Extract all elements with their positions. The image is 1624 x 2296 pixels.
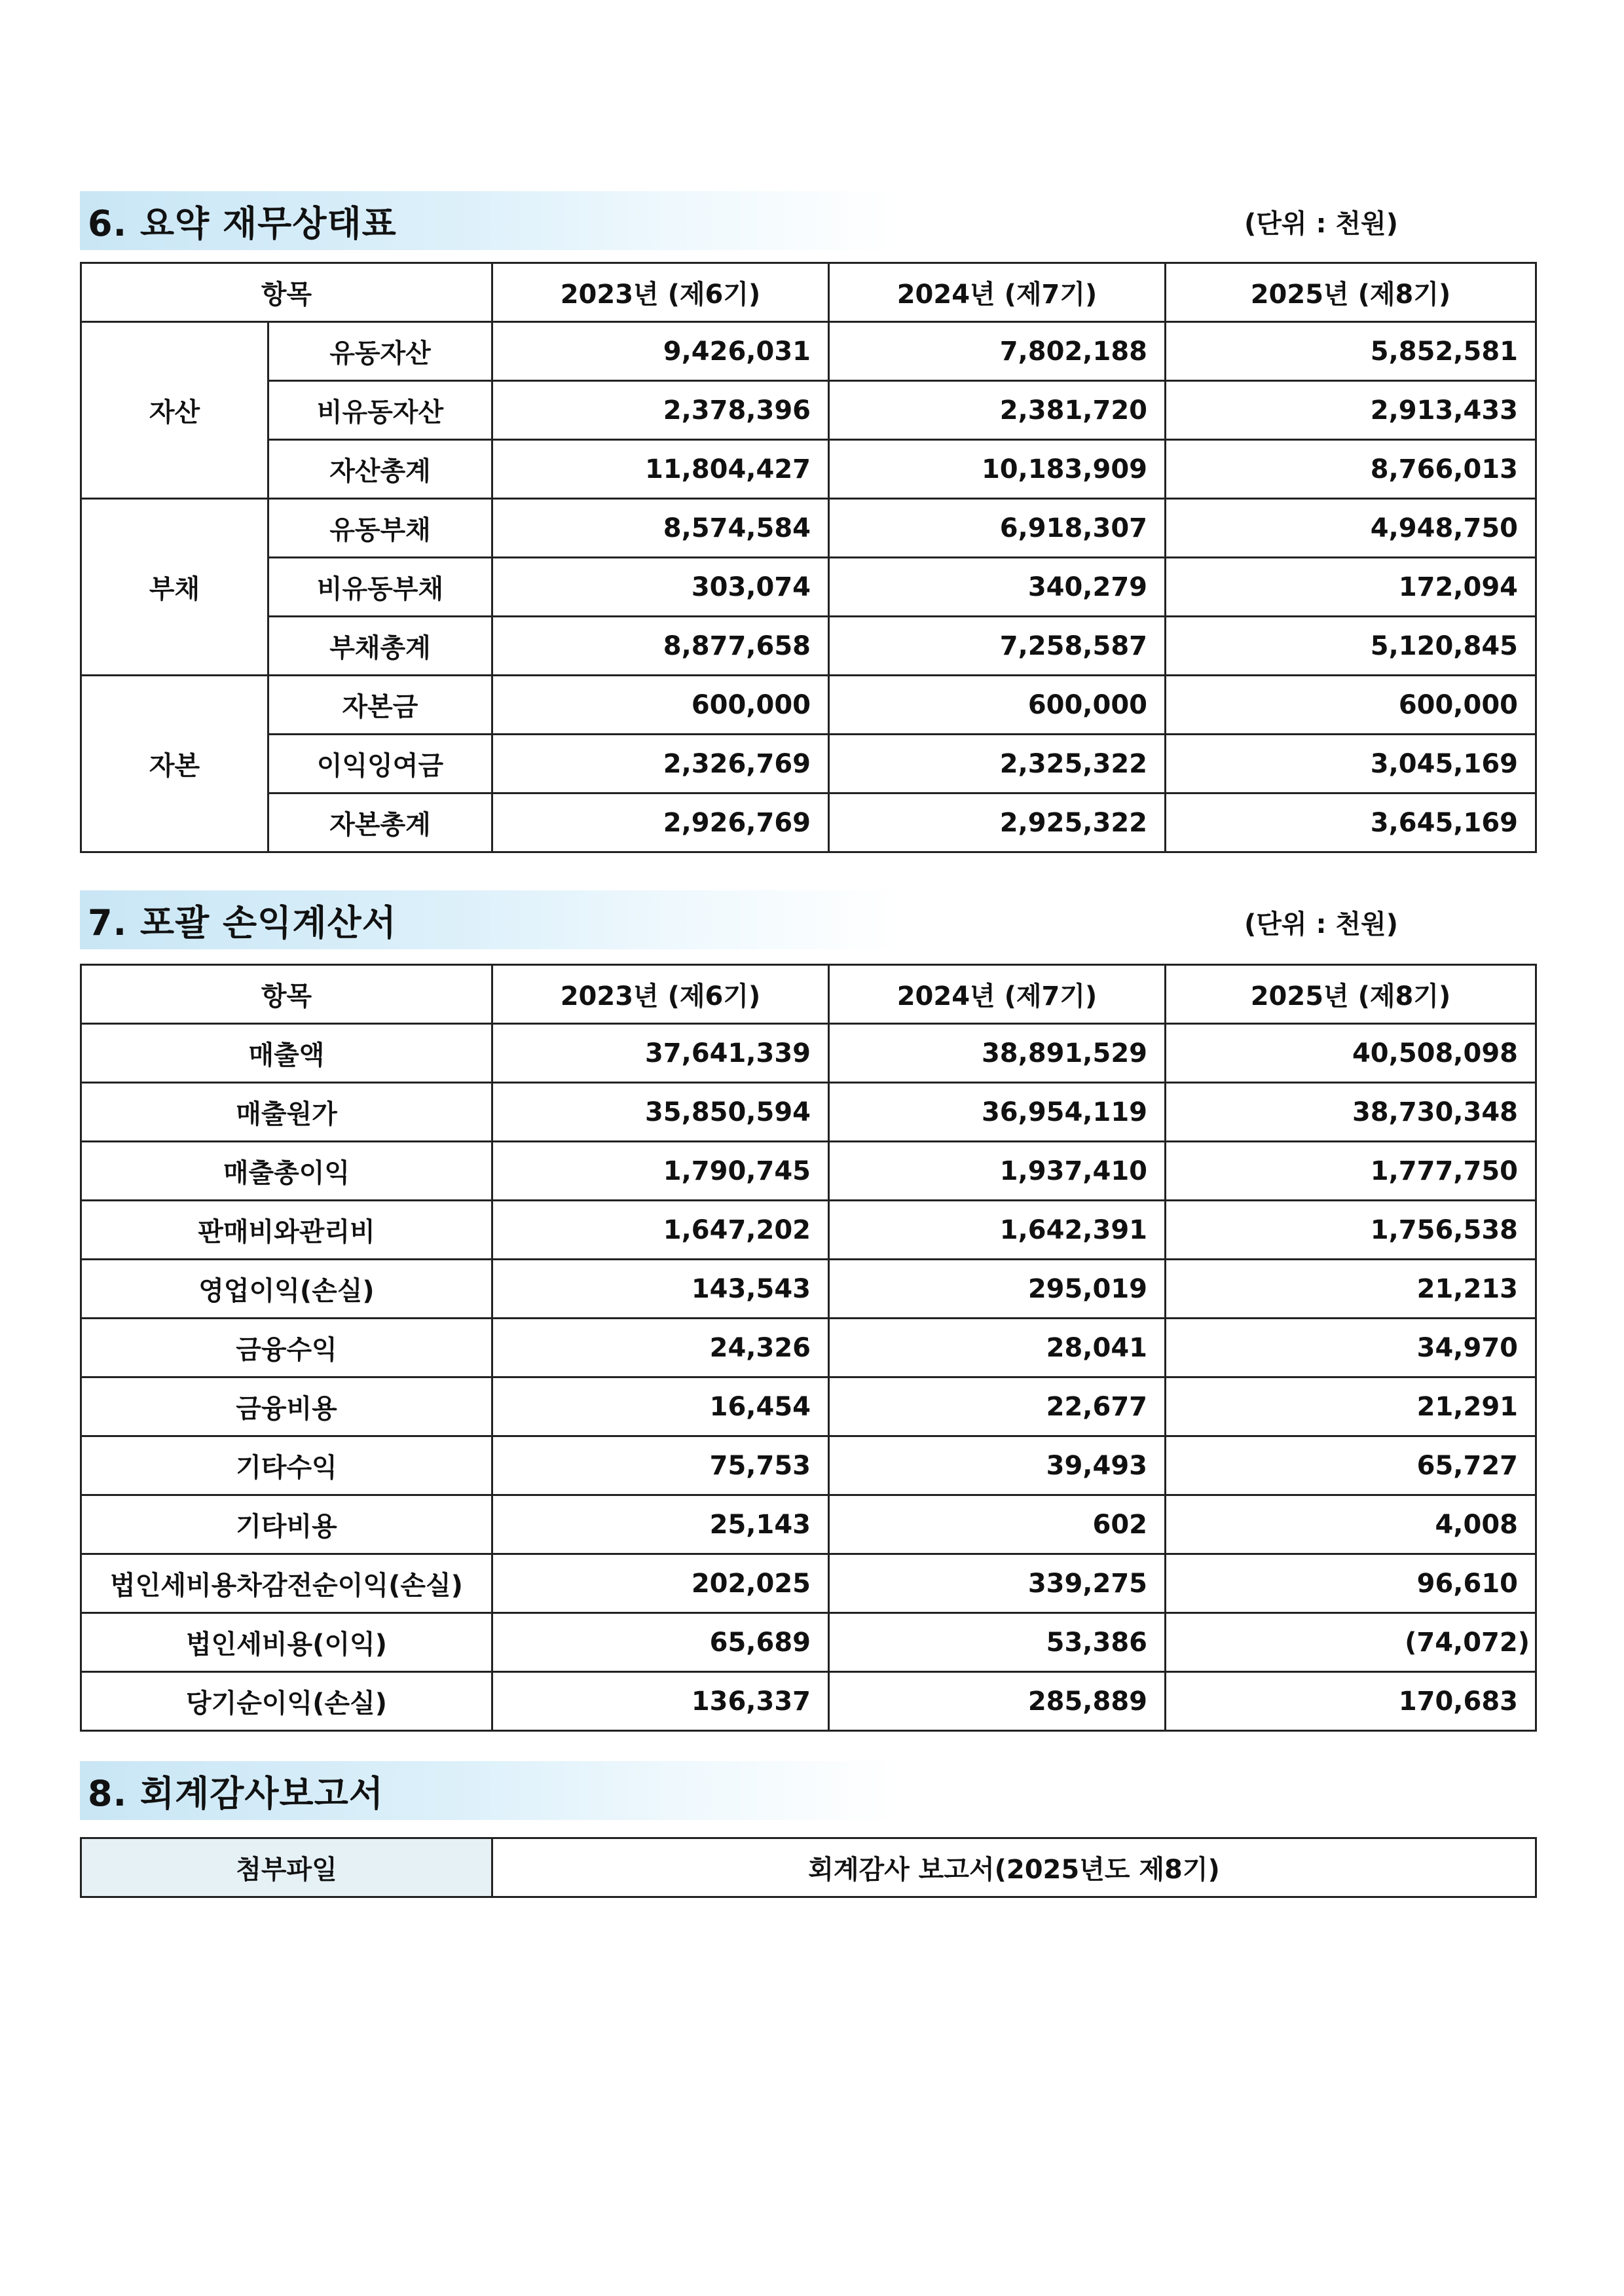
- row-label: 비유동부채: [268, 558, 492, 617]
- balance-sheet-table: [80, 262, 1537, 853]
- value-cell: 21,291: [1166, 1377, 1536, 1436]
- group-liabilities: 부채: [81, 499, 268, 676]
- header-item: 항목: [81, 965, 492, 1024]
- row-label: 유동부채: [268, 499, 492, 558]
- section6-title: 6. 요약 재무상태표: [88, 202, 397, 244]
- row-label: 법인세비용(이익): [81, 1613, 492, 1672]
- value-cell: 8,574,584: [492, 499, 829, 558]
- value-cell: 202,025: [492, 1554, 829, 1613]
- value-cell: 8,877,658: [492, 617, 829, 676]
- table-row: [81, 558, 1536, 617]
- value-cell: 16,454: [492, 1377, 829, 1436]
- value-cell: 602: [829, 1495, 1166, 1554]
- value-cell: 40,508,098: [1166, 1024, 1536, 1083]
- value-cell: 3,645,169: [1166, 793, 1536, 852]
- value-cell: 339,275: [829, 1554, 1166, 1613]
- table-row: [81, 1260, 1536, 1319]
- row-label: 비유동자산: [268, 381, 492, 440]
- table-row: [81, 1495, 1536, 1554]
- value-cell: 600,000: [492, 676, 829, 735]
- value-cell: 38,891,529: [829, 1024, 1166, 1083]
- table-row: [81, 1377, 1536, 1436]
- value-cell: 75,753: [492, 1436, 829, 1495]
- row-label: 기타비용: [81, 1495, 492, 1554]
- value-cell: 37,641,339: [492, 1024, 829, 1083]
- value-cell: 303,074: [492, 558, 829, 617]
- value-cell: 170,683: [1166, 1672, 1536, 1731]
- value-cell: 65,727: [1166, 1436, 1536, 1495]
- value-cell: 1,790,745: [492, 1142, 829, 1201]
- value-cell: 172,094: [1166, 558, 1536, 617]
- value-cell: 34,970: [1166, 1319, 1536, 1377]
- table-row: [81, 735, 1536, 793]
- row-label: 자본총계: [268, 793, 492, 852]
- table-row: [81, 1142, 1536, 1201]
- row-label: 부채총계: [268, 617, 492, 676]
- table-row: [81, 1554, 1536, 1613]
- section6-title-bar: [80, 191, 898, 250]
- value-cell: 2,925,322: [829, 793, 1166, 852]
- table-header-row: [81, 263, 1536, 322]
- value-cell: 2,913,433: [1166, 381, 1536, 440]
- value-cell: 8,766,013: [1166, 440, 1536, 499]
- value-cell: 143,543: [492, 1260, 829, 1319]
- table-row: [81, 1083, 1536, 1142]
- value-cell: 136,337: [492, 1672, 829, 1731]
- value-cell: 295,019: [829, 1260, 1166, 1319]
- section6-unit: (단위 : 천원): [1244, 209, 1398, 239]
- value-cell: 2,381,720: [829, 381, 1166, 440]
- value-cell: 1,647,202: [492, 1201, 829, 1260]
- value-cell: 285,889: [829, 1672, 1166, 1731]
- table-row: [81, 617, 1536, 676]
- value-cell: 1,642,391: [829, 1201, 1166, 1260]
- table-row: [81, 1436, 1536, 1495]
- row-label: 영업이익(손실): [81, 1260, 492, 1319]
- header-2024: 2024년 (제7기): [829, 965, 1166, 1024]
- header-2025: 2025년 (제8기): [1166, 263, 1536, 322]
- value-cell: 340,279: [829, 558, 1166, 617]
- value-cell: 2,325,322: [829, 735, 1166, 793]
- row-label: 금융수익: [81, 1319, 492, 1377]
- value-cell: 1,756,538: [1166, 1201, 1536, 1260]
- table-header-row: [81, 965, 1536, 1024]
- row-label: 금융비용: [81, 1377, 492, 1436]
- row-label: 당기순이익(손실): [81, 1672, 492, 1731]
- value-cell: 53,386: [829, 1613, 1166, 1672]
- table-row: [81, 1838, 1536, 1897]
- table-row: [81, 1319, 1536, 1377]
- value-cell: 7,802,188: [829, 322, 1166, 381]
- value-cell: 4,008: [1166, 1495, 1536, 1554]
- header-2023: 2023년 (제6기): [492, 965, 829, 1024]
- value-cell: 35,850,594: [492, 1083, 829, 1142]
- header-2024: 2024년 (제7기): [829, 263, 1166, 322]
- income-statement-table: [80, 964, 1537, 1732]
- value-cell: 600,000: [1166, 676, 1536, 735]
- group-equity: 자본: [81, 676, 268, 852]
- value-cell: 2,926,769: [492, 793, 829, 852]
- value-cell: 2,326,769: [492, 735, 829, 793]
- table-row: [81, 440, 1536, 499]
- value-cell: 5,120,845: [1166, 617, 1536, 676]
- table-row: [81, 1672, 1536, 1731]
- value-cell: 24,326: [492, 1319, 829, 1377]
- value-cell: 10,183,909: [829, 440, 1166, 499]
- value-cell: 22,677: [829, 1377, 1166, 1436]
- section8-title: 8. 회계감사보고서: [88, 1772, 384, 1814]
- row-label: 매출원가: [81, 1083, 492, 1142]
- table-row: [81, 676, 1536, 735]
- section7-title-bar: [80, 890, 898, 949]
- row-label: 매출총이익: [81, 1142, 492, 1201]
- section7-title: 7. 포괄 손익계산서: [88, 902, 397, 943]
- value-cell: (74,072): [1166, 1613, 1536, 1672]
- value-cell: 28,041: [829, 1319, 1166, 1377]
- value-cell: 38,730,348: [1166, 1083, 1536, 1142]
- row-label: 이익잉여금: [268, 735, 492, 793]
- value-cell: 2,378,396: [492, 381, 829, 440]
- table-row: [81, 1024, 1536, 1083]
- row-label: 기타수익: [81, 1436, 492, 1495]
- value-cell: 9,426,031: [492, 322, 829, 381]
- value-cell: 65,689: [492, 1613, 829, 1672]
- value-cell: 6,918,307: [829, 499, 1166, 558]
- header-2025: 2025년 (제8기): [1166, 965, 1536, 1024]
- value-cell: 25,143: [492, 1495, 829, 1554]
- section7-unit: (단위 : 천원): [1244, 909, 1398, 939]
- row-label: 자본금: [268, 676, 492, 735]
- value-cell: 7,258,587: [829, 617, 1166, 676]
- section8-title-bar: [80, 1761, 898, 1820]
- header-2023: 2023년 (제6기): [492, 263, 829, 322]
- row-label: 자산총계: [268, 440, 492, 499]
- value-cell: 96,610: [1166, 1554, 1536, 1613]
- attachment-label: 첨부파일: [81, 1838, 492, 1897]
- value-cell: 4,948,750: [1166, 499, 1536, 558]
- value-cell: 5,852,581: [1166, 322, 1536, 381]
- value-cell: 1,937,410: [829, 1142, 1166, 1201]
- value-cell: 36,954,119: [829, 1083, 1166, 1142]
- header-item: 항목: [81, 263, 492, 322]
- table-row: [81, 322, 1536, 381]
- group-assets: 자산: [81, 322, 268, 499]
- value-cell: 1,777,750: [1166, 1142, 1536, 1201]
- row-label: 유동자산: [268, 322, 492, 381]
- table-row: [81, 793, 1536, 852]
- attachment-link[interactable]: 회계감사 보고서(2025년도 제8기): [492, 1838, 1536, 1897]
- value-cell: 39,493: [829, 1436, 1166, 1495]
- value-cell: 21,213: [1166, 1260, 1536, 1319]
- table-row: [81, 1613, 1536, 1672]
- table-row: [81, 499, 1536, 558]
- table-row: [81, 1201, 1536, 1260]
- value-cell: 3,045,169: [1166, 735, 1536, 793]
- value-cell: 11,804,427: [492, 440, 829, 499]
- audit-report-table: [80, 1837, 1537, 1898]
- row-label: 매출액: [81, 1024, 492, 1083]
- value-cell: 600,000: [829, 676, 1166, 735]
- row-label: 법인세비용차감전순이익(손실): [81, 1554, 492, 1613]
- row-label: 판매비와관리비: [81, 1201, 492, 1260]
- table-row: [81, 381, 1536, 440]
